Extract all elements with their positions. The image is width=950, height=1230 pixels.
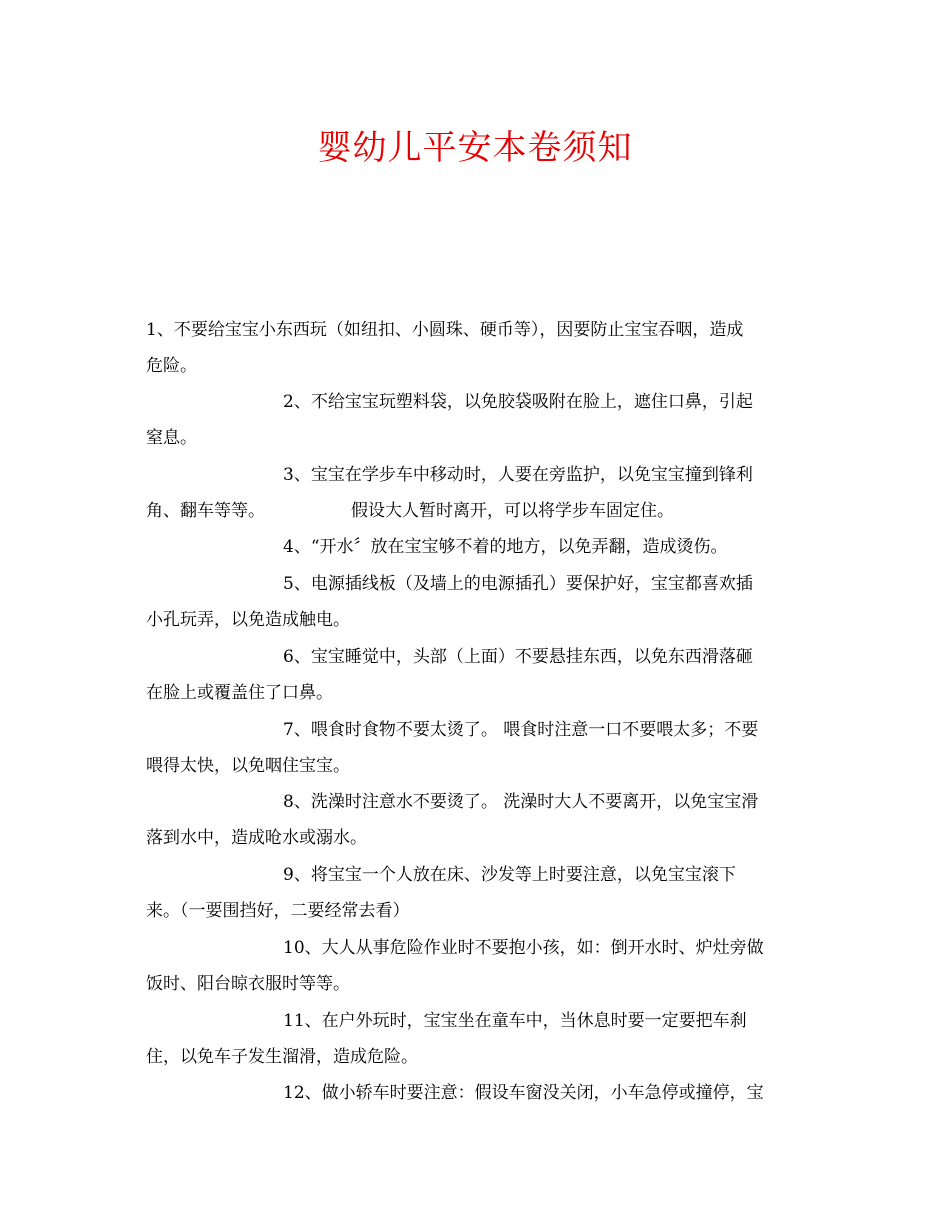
rule-2-line-2: 窒息。 bbox=[146, 428, 197, 448]
document-title: 婴幼儿平安本卷须知 bbox=[317, 128, 633, 168]
rule-3-line-2-part-2: 假设大人暂时离开，可以将学步车固定住。 bbox=[351, 501, 674, 521]
rule-6-line-2: 在脸上或覆盖住了口鼻。 bbox=[146, 683, 333, 703]
rule-1-line-1: 1、不要给宝宝小东西玩（如纽扣、小圆珠、硬币等），因要防止宝宝吞咽，造成 bbox=[146, 320, 744, 340]
rule-3-line-2 bbox=[146, 493, 674, 529]
rule-3-line-2-part-1: 角、翻车等等。 bbox=[146, 501, 265, 521]
rule-5-line-2: 小孔玩弄，以免造成触电。 bbox=[146, 610, 350, 630]
rule-7-line-1: 7、喂食时食物不要太烫了。 喂食时注意一口不要喂太多；不要 bbox=[283, 720, 759, 740]
rule-12-line-1: 12、做小轿车时要注意：假设车窗没关闭，小车急停或撞停，宝 bbox=[283, 1083, 764, 1103]
rule-5-line-1: 5、电源插线板（及墙上的电源插孔）要保护好，宝宝都喜欢插 bbox=[283, 574, 753, 594]
rule-7-line-2: 喂得太快，以免咽住宝宝。 bbox=[146, 756, 350, 776]
rule-10-line-1: 10、大人从事危险作业时不要抱小孩，如：倒开水时、炉灶旁做 bbox=[283, 938, 764, 958]
rule-8-line-1: 8、洗澡时注意水不要烫了。 洗澡时大人不要离开，以免宝宝滑 bbox=[283, 792, 759, 812]
rule-8-line-2: 落到水中，造成呛水或溺水。 bbox=[146, 828, 367, 848]
rule-4-line-1: 4、“开水〞放在宝宝够不着的地方，以免弄翻，造成烫伤。 bbox=[283, 537, 728, 557]
rule-9-line-2: 来。（一要围挡好，二要经常去看） bbox=[146, 901, 410, 921]
rule-3-line-1: 3、宝宝在学步车中移动时，人要在旁监护，以免宝宝撞到锋利 bbox=[283, 465, 753, 485]
rule-1-line-2: 危险。 bbox=[146, 356, 197, 376]
rule-6-line-1: 6、宝宝睡觉中，头部（上面）不要悬挂东西，以免东西滑落砸 bbox=[283, 647, 753, 667]
rule-2-line-1: 2、不给宝宝玩塑料袋，以免胶袋吸附在脸上，遮住口鼻，引起 bbox=[283, 392, 753, 412]
rule-11-line-2: 住，以免车子发生溜滑，造成危险。 bbox=[146, 1047, 418, 1067]
rule-9-line-1: 9、将宝宝一个人放在床、沙发等上时要注意，以免宝宝滚下 bbox=[283, 865, 736, 885]
rule-10-line-2: 饭时、阳台晾衣服时等等。 bbox=[146, 974, 350, 994]
rule-11-line-1: 11、在户外玩时，宝宝坐在童车中，当休息时要一定要把车刹 bbox=[283, 1011, 747, 1031]
